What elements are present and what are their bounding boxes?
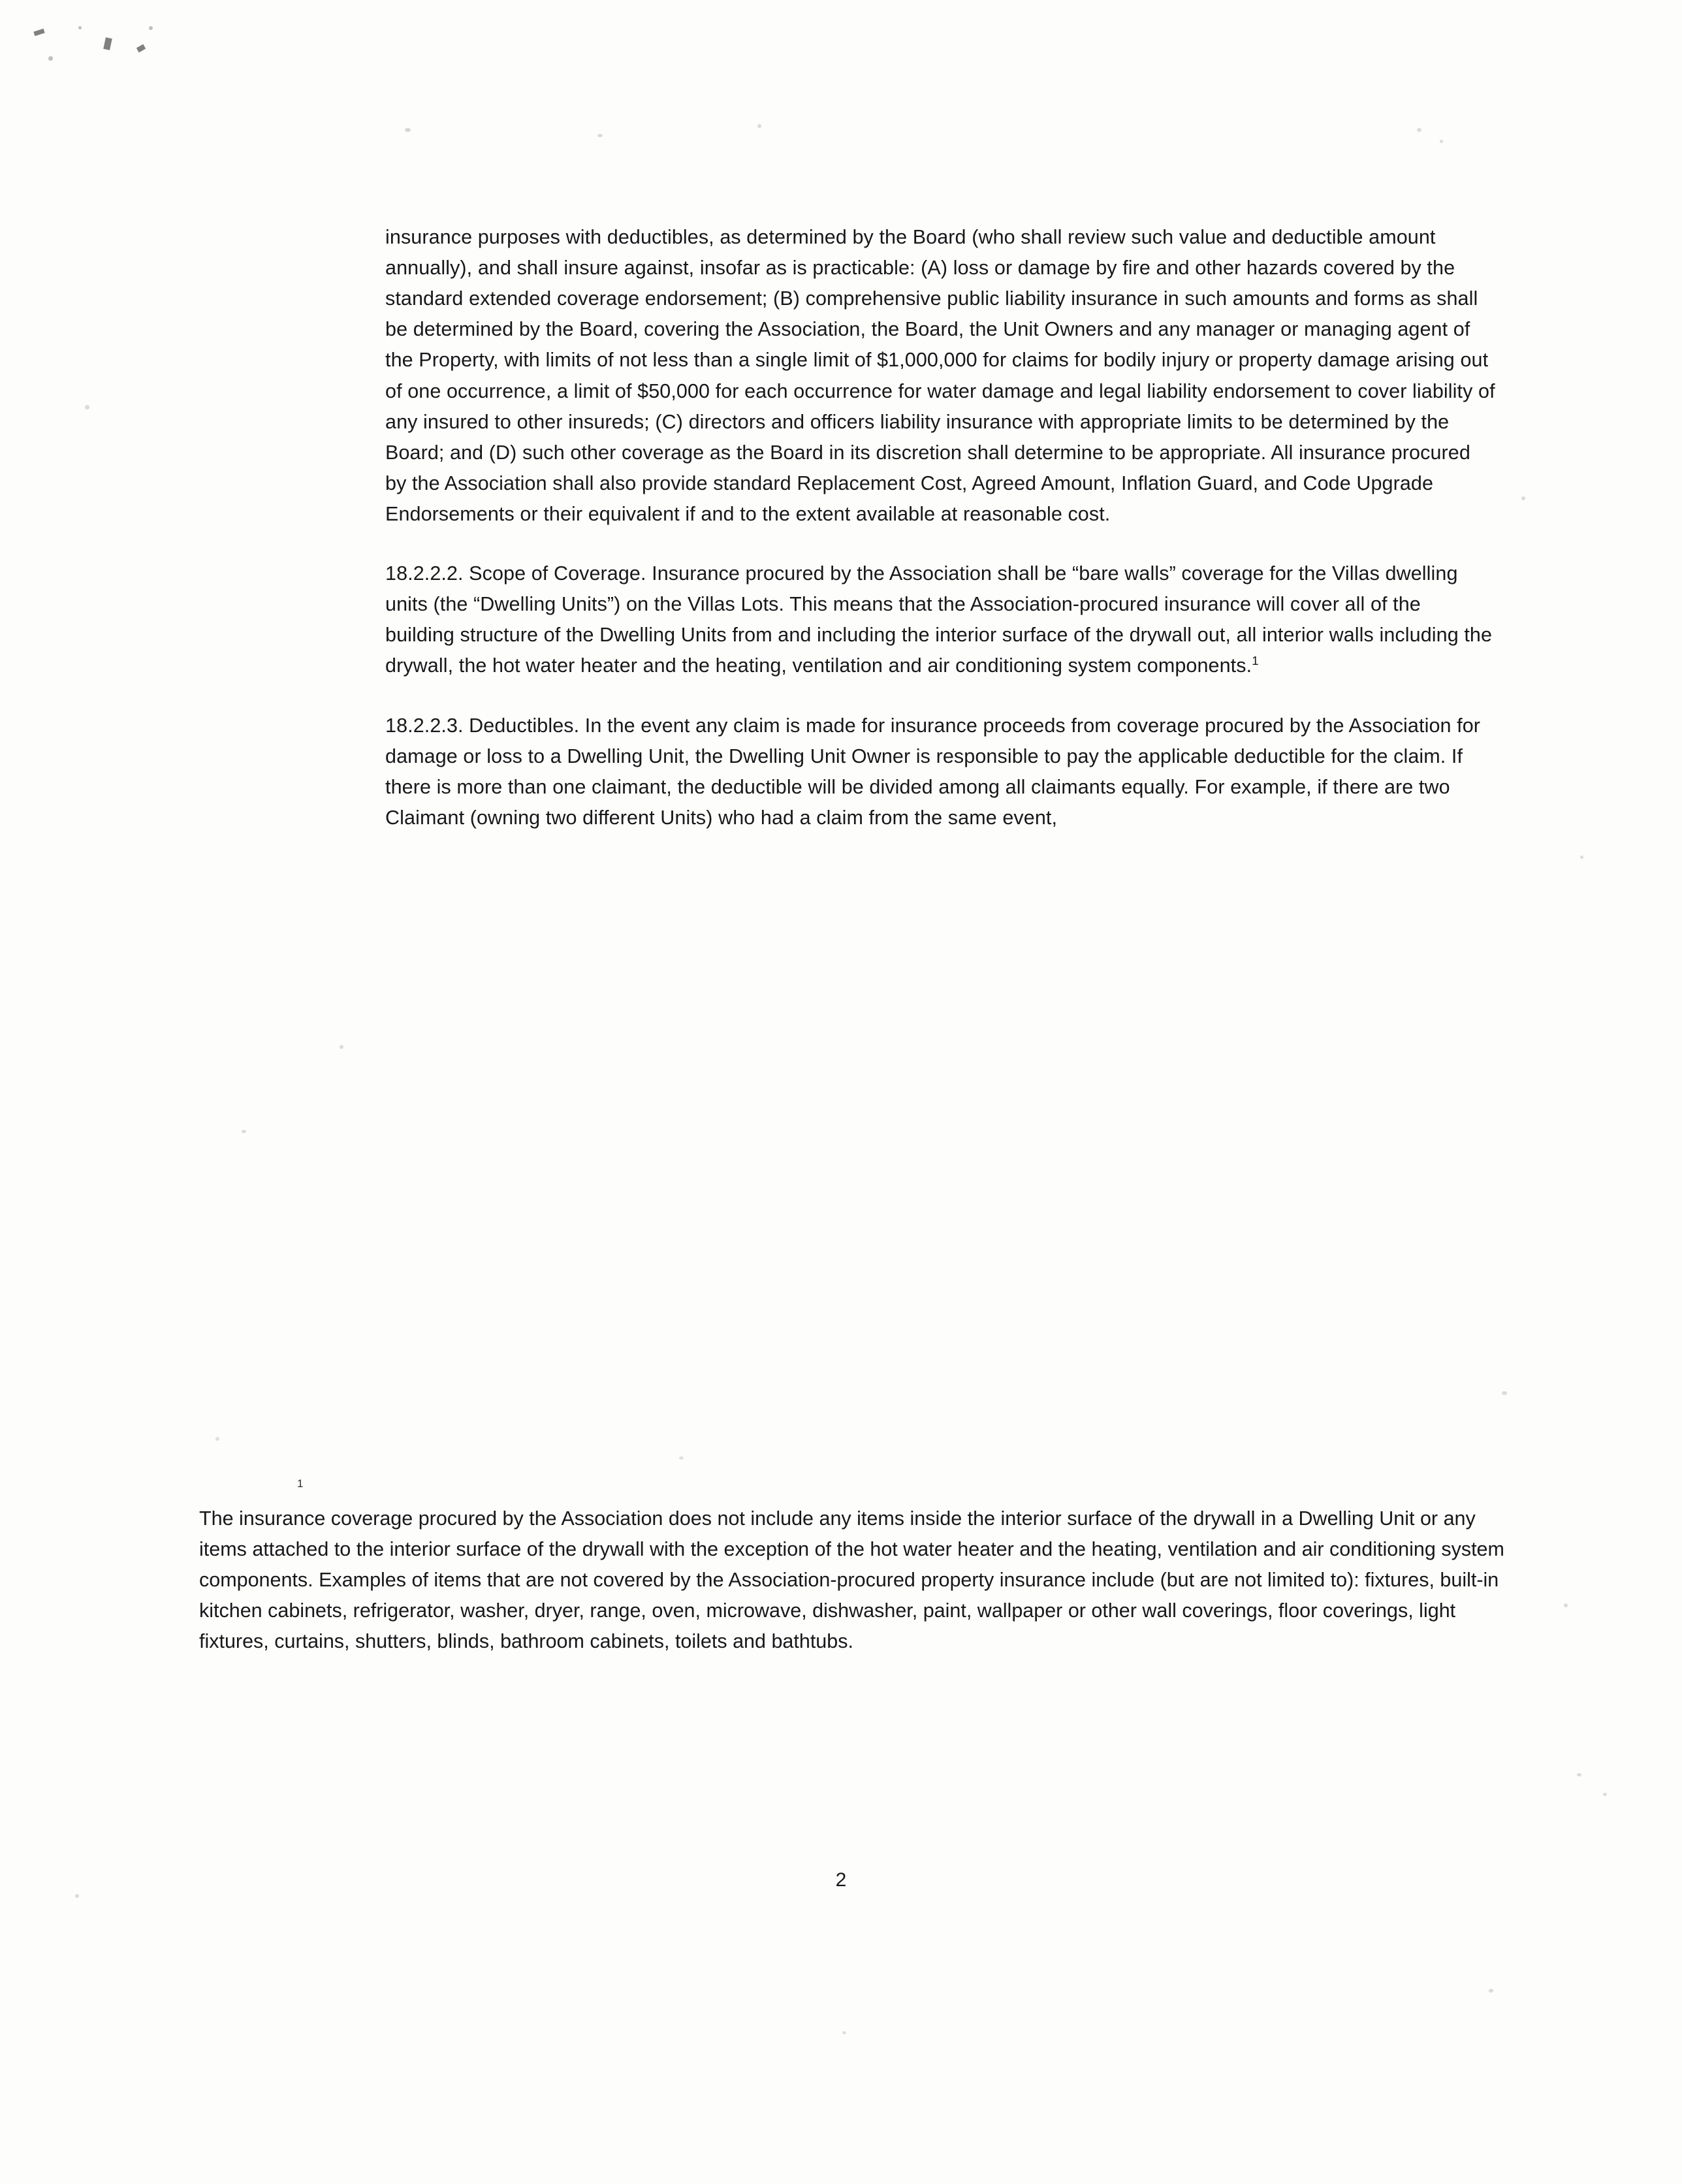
scan-speckle: [78, 26, 82, 29]
scan-speckle: [48, 56, 53, 61]
scan-speckle: [405, 128, 411, 132]
scan-speckle: [85, 405, 89, 410]
scan-artifact: [136, 44, 146, 53]
scan-speckle: [1603, 1793, 1607, 1796]
paragraph-deductibles: 18.2.2.3. Deductibles. In the event any claim is made for insurance proceeds from coverage procured by the Association for damage or loss to a Dwelling Unit, the Dwelling Unit Owner is responsible to pay the applicable deductible for the claim. If there is more than one claimant, the deductible will be divided among all claimants equally. For example, if there are two Claimant (owning two different Units) who had a claim from the same event,: [385, 714, 1481, 829]
scan-speckle: [1564, 1603, 1568, 1607]
scan-speckle: [75, 1894, 79, 1898]
paragraph-scope-of-coverage: [385, 558, 1495, 681]
scan-speckle: [149, 26, 153, 30]
page-number: 2: [835, 1869, 847, 1891]
scan-speckle: [1417, 128, 1421, 132]
scan-speckle: [1489, 1989, 1493, 1993]
footnote-reference-1: 1: [1252, 654, 1259, 669]
scan-speckle: [1580, 856, 1583, 859]
scan-speckle: [679, 1456, 684, 1460]
scan-artifact: [103, 37, 112, 50]
paragraph-scope-of-coverage-text: 18.2.2.2. Scope of Coverage. Insurance procured by the Association shall be “bare walls” coverage for the Villas dwelling units (the “Dwelling Units”) on the Villas Lots. This means that the Association-procured insurance will cover all of the building structure of the Dwelling Units from and including the interior surface of the drywall out, all interior walls including the drywall, the hot water heater and the heating, ventilation and air conditioning system components.: [385, 562, 1493, 677]
document-body: [385, 222, 1495, 833]
scan-speckle: [842, 2031, 846, 2034]
scan-artifact: [33, 29, 44, 37]
scan-speckle: [242, 1130, 246, 1133]
scan-speckle: [757, 124, 761, 128]
scan-speckle: [340, 1045, 343, 1049]
scan-speckle: [597, 134, 603, 137]
footnote-marker: 1: [297, 1477, 304, 1490]
scan-speckle: [1521, 496, 1525, 500]
footnote-text: The insurance coverage procured by the Association does not include any items inside the interior surface of the drywall in a Dwelling Unit or any items attached to the interior surface of the drywall with the exception of the hot water heater and the heating, ventilation and air conditioning system components. Examples of items that are not covered by the Association-procured property insurance include (but are not limited to): fixtures, built-in kitchen cabinets, refrigerator, washer, dryer, range, oven, microwave, dishwasher, paint, wallpaper or other wall coverings, floor coverings, light fixtures, curtains, shutters, blinds, bathroom cabinets, toilets and bathtubs.: [199, 1507, 1504, 1653]
paragraph-insurance-purposes: insurance purposes with deductibles, as determined by the Board (who shall review such value and deductible amount annually), and shall insure against, insofar as is practicable: (A) loss or damage by fire and other hazards covered by the standard extended coverage endorsement; (B) comprehensive public liability insurance in such amounts and forms as shall be determined by the Board, covering the Association, the Board, the Unit Owners and any manager or managing agent of the Property, with limits of not less than a single limit of $1,000,000 for claims for bodily injury or property damage arising out of one occurrence, a limit of $50,000 for each occurrence for water damage and legal liability endorsement to cover liability of any insured to other insureds; (C) directors and officers liability insurance with appropriate limits to be determined by the Board; and (D) such other coverage as the Board in its discretion shall determine to be appropriate. All insurance procured by the Association shall also provide standard Replacement Cost, Agreed Amount, Inflation Guard, and Code Upgrade Endorsements or their equivalent if and to the extent available at reasonable cost.: [385, 226, 1495, 525]
scan-speckle: [215, 1437, 219, 1441]
scan-speckle: [1577, 1773, 1581, 1776]
scan-speckle: [1440, 140, 1443, 143]
scan-speckle: [1502, 1391, 1507, 1395]
